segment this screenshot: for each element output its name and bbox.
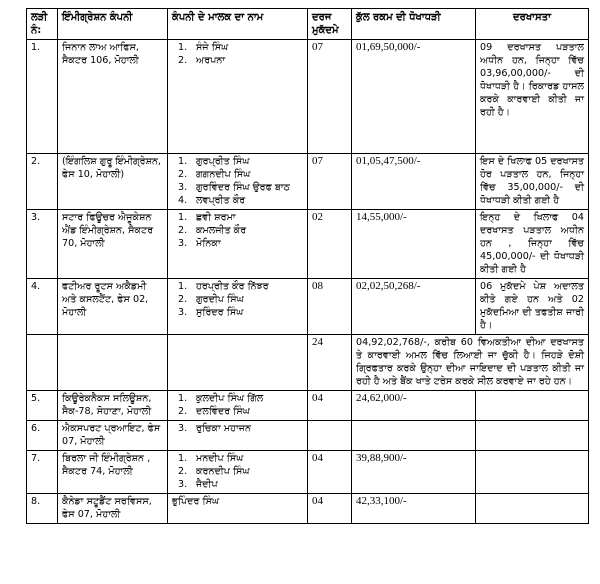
owner-number: 1. [178, 393, 188, 404]
owner-number: 2. [178, 169, 188, 180]
row-serial: 7. [27, 451, 58, 494]
owner-number: 1. [178, 453, 188, 464]
owner-number: 3. [178, 182, 188, 193]
owner-item [172, 452, 303, 465]
row-company: ਜਿਨਾਨ ਲਾਅ ਆਫਿਸ, ਸੈਕਟਰ 106, ਮੋਹਾਲੀ [58, 40, 168, 154]
row-cases [308, 421, 352, 451]
owner-number: 1. [178, 42, 188, 53]
row-company: ਸਟਾਰ ਫਿਊਚਰ ਐਜੂਕੇਸ਼ਨ ਐਂਡ ਇੰਮੀਗ੍ਰੇਸ਼ਨ, ਸੈਕਟਰ 70, ਮੋਹਾਲੀ [58, 210, 168, 279]
owner-item [172, 155, 303, 168]
row-amount: 01,05,47,500/- [352, 154, 476, 210]
row-company: ਕੈਨੇਡਾ ਸਟੂਡੈਂਟ ਸਰਵਿਸਸ, ਫੇਸ 07, ਮੋਹਾਲੀ [58, 494, 168, 524]
row-complaints [476, 391, 589, 421]
row-amount: 42,33,100/- [352, 494, 476, 524]
owner-number: 2. [178, 406, 188, 417]
table-row [27, 279, 589, 335]
owner-name: ਜੈਦੀਪ [196, 479, 218, 490]
row-owners [168, 40, 308, 154]
owner-item [172, 306, 303, 319]
row-owners [168, 279, 308, 335]
owner-item [172, 422, 303, 435]
row-serial: 5. [27, 391, 58, 421]
owner-item [172, 465, 303, 478]
row-company: (ਇੰਗਲਿਸ਼ ਗੁਰੂ ਇੰਮੀਗ੍ਰੇਸ਼ਨ, ਫੇਸ 10, ਮੋਹਾਲੀ) [58, 154, 168, 210]
row-cases: 07 [308, 40, 352, 154]
row-cases: 04 [308, 494, 352, 524]
total-empty-cell [168, 335, 308, 391]
row-complaints: ਇਨ੍ਹ ਦੇ ਖਿਲਾਫ 04 ਦਰਖਾਸਤ ਪੜਤਾਲ ਅਧੀਨ ਹਨ , ਜਿਨ੍ਹਾ ਵਿੱਚ 45,00,000/- ਦੀ ਧੋਖਾਧੜੀ ਕੀਤੀ ਗਈ ਹੈ [476, 210, 589, 279]
owner-name: ਗੁਰਪ੍ਰੀਤ ਸਿੰਘ [196, 156, 250, 167]
owner-name: ਰੁਚਿਕਾ ਮਹਾਜਨ [196, 423, 252, 434]
row-owners [168, 154, 308, 210]
owner-item [172, 392, 303, 405]
table-row [27, 494, 589, 524]
row-owners [168, 494, 308, 524]
owner-item [172, 280, 303, 293]
row-amount: 39,88,900/- [352, 451, 476, 494]
owner-item [172, 41, 303, 54]
owner-name: ਗੁਰਵਿੰਦਰ ਸਿੰਘ ਉਰਫ ਬਾਠ [196, 182, 290, 193]
owner-item [172, 224, 303, 237]
owner-name: ਕੁਲਦੀਪ ਸਿੰਘ ਗਿੱਲ [196, 393, 264, 404]
row-cases: 08 [308, 279, 352, 335]
table-row [27, 210, 589, 279]
fraud-table [26, 8, 589, 524]
row-serial: 2. [27, 154, 58, 210]
owner-item [172, 237, 303, 250]
owner-item [172, 194, 303, 207]
owner-item [172, 495, 303, 508]
owner-number: 3. [178, 423, 188, 434]
row-amount: 01,69,50,000/- [352, 40, 476, 154]
row-serial: 1. [27, 40, 58, 154]
owner-number: 2. [178, 466, 188, 477]
owner-item [172, 168, 303, 181]
row-amount: 02,02,50,268/- [352, 279, 476, 335]
row-owners [168, 210, 308, 279]
owner-number: 2. [178, 225, 188, 236]
total-empty-cell [27, 335, 58, 391]
table-row [27, 391, 589, 421]
owner-name: ਗੁਰਦੀਪ ਸਿੰਘ [196, 294, 244, 305]
owner-number: 3. [178, 307, 188, 318]
owner-number: 3. [178, 238, 188, 249]
row-complaints [476, 451, 589, 494]
row-complaints [476, 421, 589, 451]
owner-number: 1. [178, 156, 188, 167]
row-company: ਬਿਰਲਾ ਜੀ ਇੰਮੀਗ੍ਰੇਸ਼ਨ , ਸੈਕਟਰ 74, ਮੋਹਾਲੀ [58, 451, 168, 494]
row-owners [168, 451, 308, 494]
header-company: ਇੰਮੀਗ੍ਰੇਸ਼ਨ ਕੰਪਨੀ [58, 9, 168, 40]
owner-name: ਹਰਪ੍ਰੀਤ ਕੌਰ ਨਿੱਝਰ [196, 281, 269, 292]
table-row [27, 40, 589, 154]
owner-number: 1. [178, 212, 188, 223]
owner-list [172, 211, 303, 250]
total-row [27, 335, 589, 391]
owner-list [172, 422, 303, 435]
owner-name: ਸੁਰਿੰਦਰ ਸਿੰਘ [196, 307, 244, 318]
row-serial: 6. [27, 421, 58, 451]
row-company: ਫਟੀਅਰ ਰੂਟਸ ਅਕੈਡਮੀ ਅਤੇ ਕਸਲਟੈਂਟ, ਫੇਸ 02, ਮੋਹਾਲੀ [58, 279, 168, 335]
table-row [27, 451, 589, 494]
owner-number: 1. [178, 281, 188, 292]
total-note: 04,92,02,768/-, ਕਰੀਬ 60 ਵਿਅਕਤੀਆ ਦੀਆ ਦਰਖਾਸਤ ਤੇ ਕਾਰਵਾਈ ਅਮਲ ਵਿੱਚ ਲਿਆਈ ਜਾ ਚੁੱਕੀ ਹੈ। ਜਿਹੜੇ ਦੋਸ਼ੀ ਗ੍ਰਿਫਤਾਰ ਕਰਕੇ ਉਨ੍ਹਾ ਦੀਆ ਜਾਇਦਾਦ ਦੀ ਪੜਤਾਲ ਕੀਤੀ ਜਾ ਰਹੀ ਹੈ ਅਤੇ ਬੈਂਕ ਖਾਤੇ ਟਰੇਸ ਕਰਕੇ ਸੀਲ ਕਰਵਾਏ ਜਾ ਰਹੇ ਹਨ। [352, 335, 589, 391]
owner-item [172, 405, 303, 418]
total-cases: 24 [308, 335, 352, 391]
header-owners: ਕੰਪਨੀ ਦੇ ਮਾਲਕ ਦਾ ਨਾਮ [168, 9, 308, 40]
row-complaints: 06 ਮੁਕੱਦਮੇ ਪੇਸ਼ ਅਦਾਲਤ ਕੀਤੇ ਗਏ ਹਨ ਅਤੇ 02 ਮੁਕੱਦਮਿਆ ਦੀ ਤਫਤੀਸ਼ ਜਾਰੀ ਹੈ। [476, 279, 589, 335]
owner-list [172, 41, 303, 67]
owner-list [172, 452, 303, 491]
header-serial: ਲੜੀ ਨੰ: [27, 9, 58, 40]
row-serial: 3. [27, 210, 58, 279]
header-complaints: ਦਰਖਾਸਤਾ [476, 9, 589, 40]
row-cases: 04 [308, 391, 352, 421]
owner-name: ਮੋਨਿਕਾ [196, 238, 221, 249]
owner-list [172, 280, 303, 319]
row-company: ਐਕਸਪਰਟ ਪ੍ਰਆਇਟ, ਫੇਸ 07, ਮੋਹਾਲੀ [58, 421, 168, 451]
owner-name: ਦਲਵਿੰਦਰ ਸਿੰਘ [196, 406, 250, 417]
owner-number: 2. [178, 55, 188, 66]
row-amount: 24,62,000/- [352, 391, 476, 421]
header-cases: ਦਰਜ ਮੁਕੱਦਮੇ [308, 9, 352, 40]
table-row [27, 154, 589, 210]
row-complaints: ਇਸ ਦੇ ਖਿਲਾਫ 05 ਦਰਖਾਸਤ ਹੋਰ ਪੜਤਾਲ ਹਨ, ਜਿਨ੍ਹਾ ਵਿੱਚ 35,00,000/- ਦੀ ਧੋਖਾਧੜੀ ਕੀਤੀ ਗਈ ਹੈ [476, 154, 589, 210]
row-serial: 4. [27, 279, 58, 335]
owner-list [172, 495, 303, 508]
row-owners [168, 421, 308, 451]
owner-name: ਕਮਲਜੀਤ ਕੌਰ [196, 225, 247, 236]
owner-name: ਮਨਦੀਪ ਸਿੰਘ [196, 453, 244, 464]
owner-list [172, 155, 303, 207]
owner-number: 2. [178, 294, 188, 305]
row-complaints: 09 ਦਰਖਾਸਤ ਪੜਤਾਲ ਅਧੀਨ ਹਨ, ਜਿਨ੍ਹਾ ਵਿੱਚ 03,96,00,000/- ਦੀ ਧੋਖਾਧੜੀ ਹੈ। ਰਿਕਾਰਡ ਹਾਸਲ ਕਰਕੇ ਕਾਰਵਾਈ ਕੀਤੀ ਜਾ ਰਹੀ ਹੈ। [476, 40, 589, 154]
owner-name: ਛਵੀ ਸ਼ਰਮਾ [196, 212, 236, 223]
owner-item [172, 478, 303, 491]
row-amount: 14,55,000/- [352, 210, 476, 279]
owner-name: ਲਵਪ੍ਰੀਤ ਕੌਰ [196, 195, 246, 206]
header-amount: ਕੁੱਲ ਰਕਮ ਦੀ ਧੋਖਾਧੜੀ [352, 9, 476, 40]
row-cases: 07 [308, 154, 352, 210]
row-company: ਕਿਊਰੇਕਨੈਕਸ ਸਲਿਊਸ਼ਨ, ਸੈਕ-78, ਸੋਹਾਣਾ, ਮੋਹਾਲੀ [58, 391, 168, 421]
total-empty-cell [58, 335, 168, 391]
owner-item [172, 54, 303, 67]
row-amount [352, 421, 476, 451]
owner-item [172, 293, 303, 306]
owner-item [172, 211, 303, 224]
owner-name: ਕਰਨਦੀਪ ਸਿੰਘ [196, 466, 250, 477]
owner-name: ਭੁਪਿੰਦਰ ਸਿੰਘ [172, 496, 220, 507]
owner-list [172, 392, 303, 418]
owner-number: 4. [178, 195, 188, 206]
owner-item [172, 181, 303, 194]
table-row [27, 421, 589, 451]
row-complaints [476, 494, 589, 524]
row-cases: 02 [308, 210, 352, 279]
owner-name: ਅਰਪਨਾ [196, 55, 226, 66]
header-row [27, 9, 589, 40]
owner-name: ਸੰਜੇ ਸਿੰਘ [196, 42, 229, 53]
row-owners [168, 391, 308, 421]
row-cases: 04 [308, 451, 352, 494]
owner-number: 3. [178, 479, 188, 490]
row-serial: 8. [27, 494, 58, 524]
owner-name: ਗਗਨਦੀਪ ਸਿੰਘ [196, 169, 251, 180]
